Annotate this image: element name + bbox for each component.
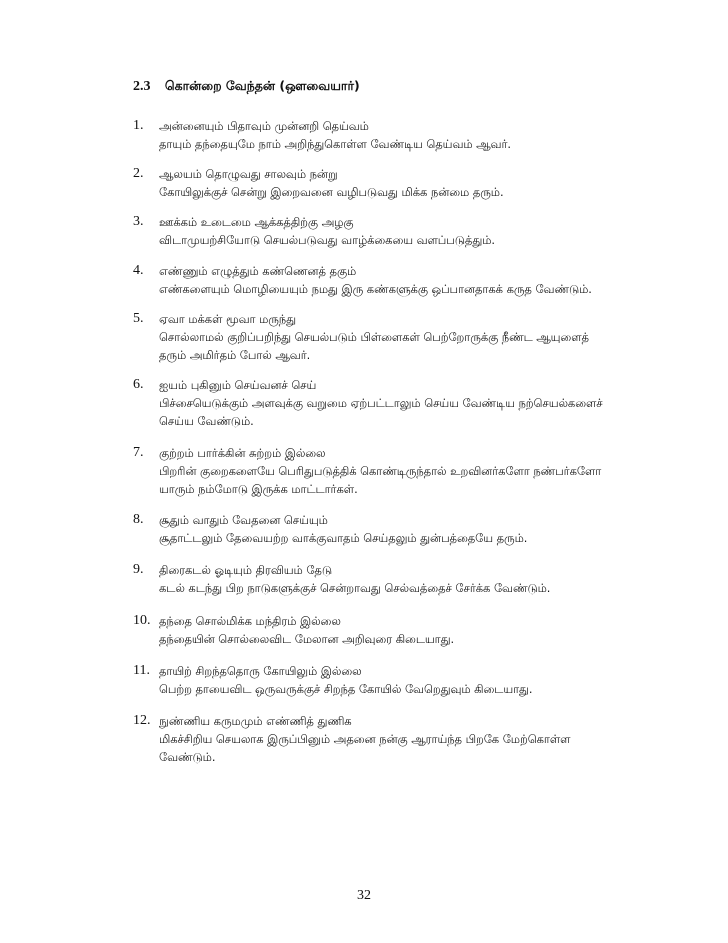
verse-item bbox=[133, 612, 693, 648]
verse-number: 10. bbox=[133, 613, 151, 628]
verse-meaning: சொல்லாமல் குறிப்பறிந்து செயல்படும் பிள்ளைகள் பெற்றோருக்கு நீண்ட ஆயுளைத் bbox=[159, 330, 589, 344]
verse-meaning: தரும் அமிர்தம் போல் ஆவர். bbox=[159, 348, 311, 362]
section-number: 2.3 bbox=[133, 79, 151, 94]
section-heading bbox=[133, 78, 360, 95]
verse-number: 8. bbox=[133, 512, 144, 527]
verse-meaning: பிறரின் குறைகளையே பெரிதுபடுத்திக் கொண்டிருந்தால் உறவினர்களோ நண்பர்களோ bbox=[159, 464, 602, 478]
verse-number: 4. bbox=[133, 263, 144, 278]
verse-item bbox=[133, 376, 693, 430]
verse-meaning: கோயிலுக்குச் சென்று இறைவனை வழிபடுவது மிக்க நன்மை தரும். bbox=[159, 185, 504, 199]
verse-text: ஆலயம் தொழுவது சாலவும் நன்று bbox=[159, 167, 338, 181]
verse-number: 2. bbox=[133, 166, 144, 181]
verse-number: 1. bbox=[133, 118, 144, 133]
verse-meaning: சூதாட்டலும் தேவையற்ற வாக்குவாதம் செய்தலும் துன்பத்தையே தரும். bbox=[159, 531, 528, 545]
verse-number: 12. bbox=[133, 713, 151, 728]
section-title: கொன்றை வேந்தன் (ஔவையார்) bbox=[164, 78, 360, 93]
verse-item bbox=[133, 561, 693, 597]
verse-item bbox=[133, 310, 693, 364]
verse-item bbox=[133, 662, 693, 698]
verse-text: தாயிற் சிறந்ததொரு கோயிலும் இல்லை bbox=[159, 664, 362, 678]
verse-meaning: கடல் கடந்து பிற நாடுகளுக்குச் சென்றாவது செல்வத்தைச் சேர்க்க வேண்டும். bbox=[159, 581, 551, 595]
verse-text: ஊக்கம் உடைமை ஆக்கத்திற்கு அழகு bbox=[159, 215, 354, 229]
verse-number: 6. bbox=[133, 377, 144, 392]
verse-meaning: எண்களையும் மொழியையும் நமது இரு கண்களுக்கு ஒப்பானதாகக் கருத வேண்டும். bbox=[159, 282, 592, 296]
verse-number: 3. bbox=[133, 214, 144, 229]
verse-meaning: வேண்டும். bbox=[159, 750, 216, 764]
verse-text: எண்ணும் எழுத்தும் கண்ணெனத் தகும் bbox=[159, 264, 357, 278]
verse-text: ஏவா மக்கள் மூவா மருந்து bbox=[159, 312, 296, 326]
verse-meaning: செய்ய வேண்டும். bbox=[159, 414, 254, 428]
verse-text: சூதும் வாதும் வேதனை செய்யும் bbox=[159, 513, 328, 527]
verse-item bbox=[133, 511, 693, 547]
verse-number: 11. bbox=[133, 663, 150, 678]
verse-text: அன்னையும் பிதாவும் முன்னறி தெய்வம் bbox=[159, 119, 369, 133]
verse-text: ஐயம் புகினும் செய்வனச் செய் bbox=[159, 378, 317, 392]
verse-text: குற்றம் பார்க்கின் சுற்றம் இல்லை bbox=[159, 446, 326, 460]
verse-meaning: மிகச்சிறிய செயலாக இருப்பினும் அதனை நன்கு ஆராய்ந்த பிறகே மேற்கொள்ள bbox=[159, 732, 571, 746]
verse-text: நுண்ணிய கருமமும் எண்ணித் துணிக bbox=[159, 714, 352, 728]
verse-meaning: யாரும் நம்மோடு இருக்க மாட்டார்கள். bbox=[159, 482, 358, 496]
verse-meaning: தாயும் தந்தையுமே நாம் அறிந்துகொள்ள வேண்டிய தெய்வம் ஆவர். bbox=[159, 137, 512, 151]
verse-item bbox=[133, 213, 693, 249]
verse-number: 5. bbox=[133, 311, 144, 326]
verse-meaning: விடாமுயற்சியோடு செயல்படுவது வாழ்க்கையை வளப்படுத்தும். bbox=[159, 233, 496, 247]
verse-number: 9. bbox=[133, 562, 144, 577]
verse-meaning: தந்தையின் சொல்லைவிட மேலான அறிவுரை கிடையாது. bbox=[159, 632, 455, 646]
verse-item bbox=[133, 262, 693, 298]
verse-text: திரைகடல் ஓடியும் திரவியம் தேடு bbox=[159, 563, 333, 577]
verse-item bbox=[133, 712, 693, 766]
verse-item bbox=[133, 117, 693, 153]
verse-number: 7. bbox=[133, 445, 144, 460]
verse-item bbox=[133, 444, 693, 498]
page-number: 32 bbox=[357, 888, 371, 903]
verse-meaning: பெற்ற தாயைவிட ஒருவருக்குச் சிறந்த கோயில் வேறெதுவும் கிடையாது. bbox=[159, 682, 533, 696]
verse-item bbox=[133, 165, 693, 201]
verse-meaning: பிச்சையெடுக்கும் அளவுக்கு வறுமை ஏற்பட்டாலும் செய்ய வேண்டிய நற்செயல்களைச் bbox=[159, 396, 603, 410]
verse-text: தந்தை சொல்மிக்க மந்திரம் இல்லை bbox=[159, 614, 341, 628]
